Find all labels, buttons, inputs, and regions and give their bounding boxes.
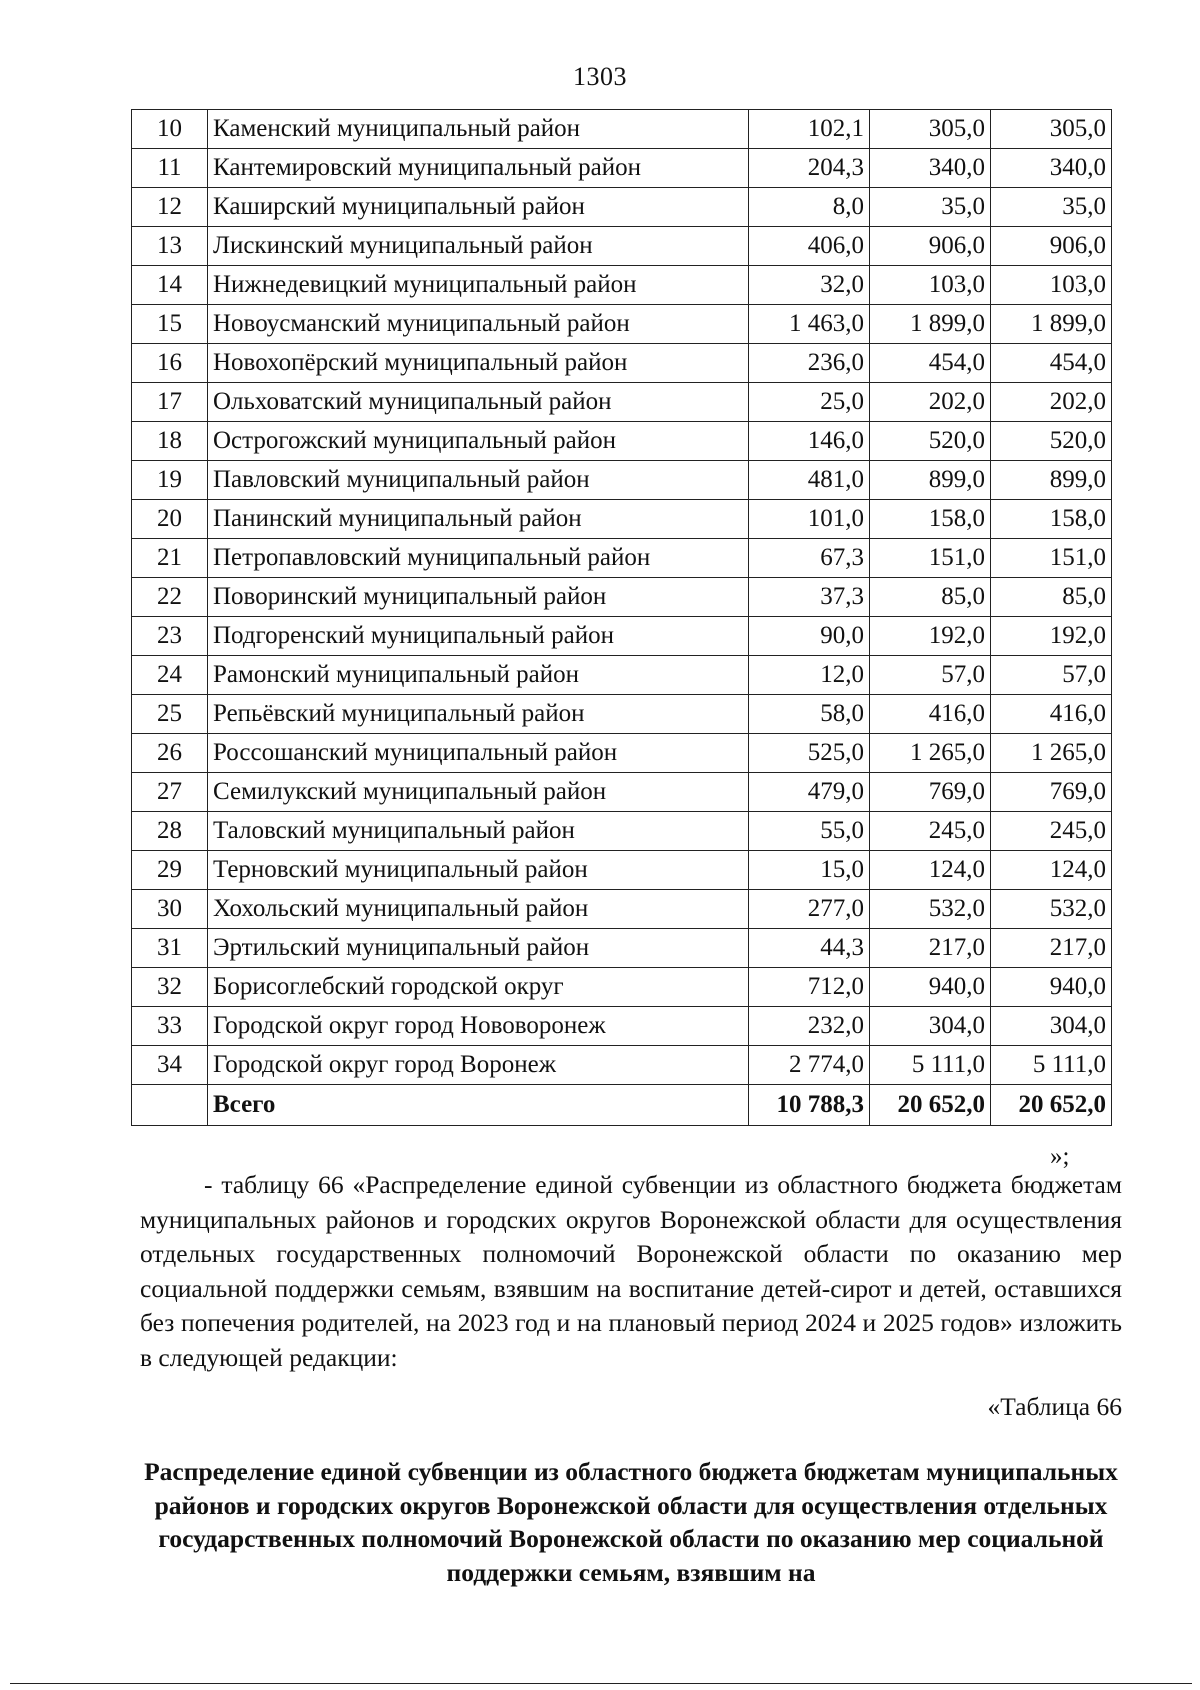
value-2024-cell: 416,0 [870, 695, 991, 734]
municipality-name-cell: Лискинский муниципальный район [208, 227, 749, 266]
table-row [132, 305, 1112, 344]
table-row [132, 461, 1112, 500]
municipality-name-cell: Кантемировский муниципальный район [208, 149, 749, 188]
row-number-cell: 33 [132, 1007, 208, 1046]
row-number-cell: 29 [132, 851, 208, 890]
value-2024-cell: 85,0 [870, 578, 991, 617]
value-2023-cell: 479,0 [749, 773, 870, 812]
row-number-cell: 12 [132, 188, 208, 227]
value-2025-cell: 158,0 [991, 500, 1112, 539]
value-2024-cell: 940,0 [870, 968, 991, 1007]
municipality-name-cell: Павловский муниципальный район [208, 461, 749, 500]
amendment-paragraph: - таблицу 66 «Распределение единой субвенции из областного бюджета бюджетам муниципальных районов и городских округов Воронежской области для осуществления отдельных государственных полномочий Воронежской области по оказанию мер социальной поддержки семьям, взявшим на воспитание детей-сирот и детей, оставшихся без попечения родителей, на 2023 год и на плановый период 2024 и 2025 годов» изложить в следующей редакции: [140, 1170, 1122, 1372]
value-2025-cell: 416,0 [991, 695, 1112, 734]
table-title: Распределение единой субвенции из областного бюджета бюджетам муниципальных районов и городских округов Воронежской области для осуществления отдельных государственных полномочий Воронежской области по оказанию мер социальной поддержки семьям, взявшим на [144, 1457, 1118, 1587]
municipality-name-cell: Нижнедевицкий муниципальный район [208, 266, 749, 305]
value-2024-cell: 124,0 [870, 851, 991, 890]
value-2024-cell: 158,0 [870, 500, 991, 539]
row-number-cell: 19 [132, 461, 208, 500]
row-number-cell: 16 [132, 344, 208, 383]
municipality-name-cell: Подгоренский муниципальный район [208, 617, 749, 656]
table-caption: «Таблица 66 [987, 1392, 1122, 1421]
value-2023-cell: 277,0 [749, 890, 870, 929]
subvention-table [131, 109, 1112, 1126]
value-2023-cell: 1 463,0 [749, 305, 870, 344]
table-row [132, 812, 1112, 851]
row-number-cell: 32 [132, 968, 208, 1007]
value-2023-cell: 101,0 [749, 500, 870, 539]
row-number-cell: 15 [132, 305, 208, 344]
value-2024-cell: 454,0 [870, 344, 991, 383]
value-2024-cell: 532,0 [870, 890, 991, 929]
value-2025-cell: 305,0 [991, 110, 1112, 149]
value-2025-cell: 454,0 [991, 344, 1112, 383]
value-2025-cell: 217,0 [991, 929, 1112, 968]
municipality-name-cell: Репьёвский муниципальный район [208, 695, 749, 734]
value-2025-cell: 304,0 [991, 1007, 1112, 1046]
value-2023-cell: 12,0 [749, 656, 870, 695]
value-2023-cell: 15,0 [749, 851, 870, 890]
value-2025-cell: 151,0 [991, 539, 1112, 578]
row-number-cell: 11 [132, 149, 208, 188]
value-2023-cell: 204,3 [749, 149, 870, 188]
value-2024-cell: 35,0 [870, 188, 991, 227]
municipality-name-cell: Рамонский муниципальный район [208, 656, 749, 695]
value-2025-cell: 35,0 [991, 188, 1112, 227]
table-row [132, 1046, 1112, 1085]
row-number-cell: 25 [132, 695, 208, 734]
table-row [132, 1007, 1112, 1046]
row-number-cell: 31 [132, 929, 208, 968]
municipality-name-cell: Хохольский муниципальный район [208, 890, 749, 929]
value-2025-cell: 202,0 [991, 383, 1112, 422]
table-row [132, 890, 1112, 929]
table-row [132, 227, 1112, 266]
value-2023-cell: 712,0 [749, 968, 870, 1007]
row-number-cell: 14 [132, 266, 208, 305]
table-row [132, 383, 1112, 422]
table-row [132, 656, 1112, 695]
table-row [132, 695, 1112, 734]
municipality-name-cell: Поворинский муниципальный район [208, 578, 749, 617]
value-2025-cell: 245,0 [991, 812, 1112, 851]
total-number-cell [132, 1085, 208, 1126]
value-2024-cell: 192,0 [870, 617, 991, 656]
municipality-name-cell: Городской округ город Нововоронеж [208, 1007, 749, 1046]
value-2024-cell: 57,0 [870, 656, 991, 695]
value-2024-cell: 103,0 [870, 266, 991, 305]
value-2025-cell: 769,0 [991, 773, 1112, 812]
value-2024-cell: 906,0 [870, 227, 991, 266]
value-2023-cell: 406,0 [749, 227, 870, 266]
table-row [132, 422, 1112, 461]
row-number-cell: 24 [132, 656, 208, 695]
value-2024-cell: 520,0 [870, 422, 991, 461]
row-number-cell: 30 [132, 890, 208, 929]
value-2023-cell: 146,0 [749, 422, 870, 461]
value-2023-cell: 102,1 [749, 110, 870, 149]
municipality-name-cell: Острогожский муниципальный район [208, 422, 749, 461]
value-2023-cell: 525,0 [749, 734, 870, 773]
value-2024-cell: 899,0 [870, 461, 991, 500]
value-2023-cell: 232,0 [749, 1007, 870, 1046]
table-row [132, 500, 1112, 539]
value-2024-cell: 151,0 [870, 539, 991, 578]
table-row [132, 617, 1112, 656]
value-2025-cell: 57,0 [991, 656, 1112, 695]
value-2023-cell: 44,3 [749, 929, 870, 968]
value-2025-cell: 520,0 [991, 422, 1112, 461]
municipality-name-cell: Таловский муниципальный район [208, 812, 749, 851]
value-2023-cell: 25,0 [749, 383, 870, 422]
value-2025-cell: 940,0 [991, 968, 1112, 1007]
value-2025-cell: 906,0 [991, 227, 1112, 266]
table-row [132, 968, 1112, 1007]
value-2024-cell: 769,0 [870, 773, 991, 812]
value-2025-cell: 1 265,0 [991, 734, 1112, 773]
value-2024-cell: 1 265,0 [870, 734, 991, 773]
page-bottom-rule [10, 1683, 1192, 1684]
municipality-name-cell: Терновский муниципальный район [208, 851, 749, 890]
municipality-name-cell: Борисоглебский городской округ [208, 968, 749, 1007]
municipality-name-cell: Городской округ город Воронеж [208, 1046, 749, 1085]
value-2025-cell: 85,0 [991, 578, 1112, 617]
municipality-name-cell: Новохопёрский муниципальный район [208, 344, 749, 383]
value-2024-cell: 304,0 [870, 1007, 991, 1046]
table-row [132, 773, 1112, 812]
value-2023-cell: 481,0 [749, 461, 870, 500]
total-2024-cell: 20 652,0 [870, 1085, 991, 1126]
table-row [132, 344, 1112, 383]
value-2024-cell: 305,0 [870, 110, 991, 149]
value-2023-cell: 32,0 [749, 266, 870, 305]
table-body [132, 110, 1112, 1126]
page-number: 1303 [573, 62, 627, 91]
municipality-name-cell: Новоусманский муниципальный район [208, 305, 749, 344]
value-2025-cell: 899,0 [991, 461, 1112, 500]
value-2025-cell: 5 111,0 [991, 1046, 1112, 1085]
row-number-cell: 34 [132, 1046, 208, 1085]
row-number-cell: 18 [132, 422, 208, 461]
value-2024-cell: 217,0 [870, 929, 991, 968]
total-2023-cell: 10 788,3 [749, 1085, 870, 1126]
row-number-cell: 17 [132, 383, 208, 422]
value-2025-cell: 124,0 [991, 851, 1112, 890]
total-label-cell: Всего [208, 1085, 749, 1126]
municipality-name-cell: Петропавловский муниципальный район [208, 539, 749, 578]
total-2025-cell: 20 652,0 [991, 1085, 1112, 1126]
municipality-name-cell: Каменский муниципальный район [208, 110, 749, 149]
table-total-row [132, 1085, 1112, 1126]
municipality-name-cell: Каширский муниципальный район [208, 188, 749, 227]
row-number-cell: 26 [132, 734, 208, 773]
municipality-name-cell: Ольховатский муниципальный район [208, 383, 749, 422]
row-number-cell: 28 [132, 812, 208, 851]
value-2023-cell: 55,0 [749, 812, 870, 851]
value-2024-cell: 340,0 [870, 149, 991, 188]
value-2023-cell: 67,3 [749, 539, 870, 578]
table-row [132, 578, 1112, 617]
value-2023-cell: 236,0 [749, 344, 870, 383]
value-2024-cell: 245,0 [870, 812, 991, 851]
row-number-cell: 10 [132, 110, 208, 149]
row-number-cell: 21 [132, 539, 208, 578]
value-2025-cell: 103,0 [991, 266, 1112, 305]
municipality-name-cell: Россошанский муниципальный район [208, 734, 749, 773]
row-number-cell: 22 [132, 578, 208, 617]
value-2023-cell: 58,0 [749, 695, 870, 734]
value-2024-cell: 5 111,0 [870, 1046, 991, 1085]
value-2024-cell: 202,0 [870, 383, 991, 422]
table-row [132, 188, 1112, 227]
row-number-cell: 27 [132, 773, 208, 812]
table-row [132, 110, 1112, 149]
value-2023-cell: 2 774,0 [749, 1046, 870, 1085]
municipality-name-cell: Эртильский муниципальный район [208, 929, 749, 968]
value-2025-cell: 532,0 [991, 890, 1112, 929]
value-2025-cell: 192,0 [991, 617, 1112, 656]
row-number-cell: 13 [132, 227, 208, 266]
table-row [132, 539, 1112, 578]
value-2023-cell: 8,0 [749, 188, 870, 227]
table-row [132, 266, 1112, 305]
municipality-name-cell: Семилукский муниципальный район [208, 773, 749, 812]
table-row [132, 851, 1112, 890]
value-2025-cell: 340,0 [991, 149, 1112, 188]
row-number-cell: 23 [132, 617, 208, 656]
value-2023-cell: 90,0 [749, 617, 870, 656]
value-2023-cell: 37,3 [749, 578, 870, 617]
table-row [132, 149, 1112, 188]
value-2025-cell: 1 899,0 [991, 305, 1112, 344]
row-number-cell: 20 [132, 500, 208, 539]
table-closing-quote: »; [1050, 1143, 1070, 1170]
table-row [132, 929, 1112, 968]
municipality-name-cell: Панинский муниципальный район [208, 500, 749, 539]
table-row [132, 734, 1112, 773]
value-2024-cell: 1 899,0 [870, 305, 991, 344]
